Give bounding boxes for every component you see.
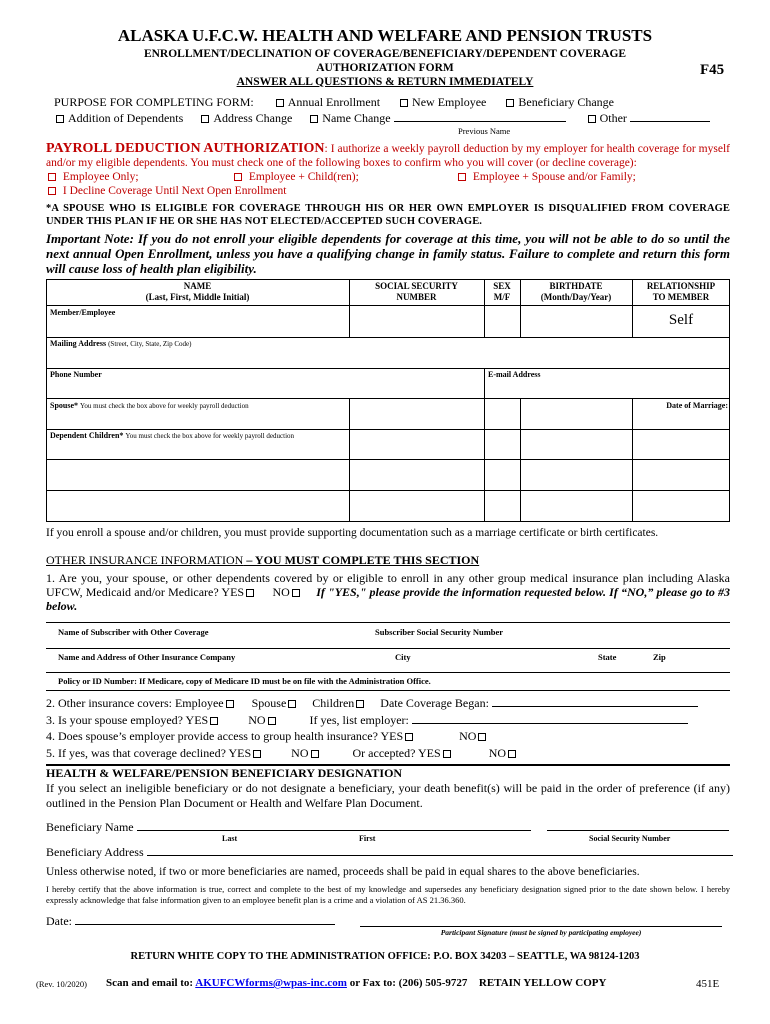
dependent-children-sub: You must check the box above for weekly payroll deduction xyxy=(125,432,295,440)
col-name-sub: (Last, First, Middle Initial) xyxy=(145,292,250,302)
equal-shares-note: Unless otherwise noted, if two or more beneficiaries are named, proceeds shall be paid in equal shares to the above beneficiaries. xyxy=(46,866,640,878)
spouse-sub: You must check the box above for weekly payroll deduction xyxy=(80,402,249,410)
col-relationship-header xyxy=(632,281,730,303)
beneficiary-name-field[interactable] xyxy=(137,830,531,831)
beneficiary-address-field[interactable] xyxy=(147,855,733,856)
spouse-label: Spouse* xyxy=(50,401,79,410)
new-employee-checkbox[interactable] xyxy=(400,99,408,107)
beneficiary-ssn-caption: Social Security Number xyxy=(589,834,671,843)
q3-employer-field[interactable] xyxy=(412,723,688,724)
payroll-section xyxy=(46,142,730,198)
page-code: 451E xyxy=(696,978,720,990)
q1-text xyxy=(46,571,730,613)
q2-date-field[interactable] xyxy=(492,706,698,707)
submission-line xyxy=(106,977,606,989)
form-title: ALASKA U.F.C.W. HEALTH AND WELFARE AND PENSION TRUSTS xyxy=(117,26,653,45)
col-birth-sub: (Month/Day/Year) xyxy=(540,292,612,302)
relationship-self: Self xyxy=(668,312,694,328)
subtitle-line-1: ENROLLMENT/DECLINATION OF COVERAGE/BENEFICIARY/DEPENDENT COVERAGE xyxy=(143,48,627,60)
q5-accepted-label: Or accepted? YES xyxy=(352,745,441,760)
previous-name-field[interactable] xyxy=(394,121,566,122)
q5-no2-label: NO xyxy=(488,745,507,760)
beneficiary-text: If you select an ineligible beneficiary or do not designate a beneficiary, your death benefit(s) will be paid in the order of preference (if any) outlined in the Pension Plan Document or Health and Welfare Plan Document. xyxy=(46,781,730,810)
email-address-label: E-mail Address xyxy=(488,370,541,379)
documentation-note: If you enroll a spouse and/or children, you must provide supporting documentation such as a marriage certificate or birth certificates. xyxy=(46,527,659,539)
address-change-checkbox[interactable] xyxy=(201,115,209,123)
beneficiary-name-row xyxy=(46,820,729,835)
other-label: Other xyxy=(599,111,627,125)
col-rel-sub: TO MEMBER xyxy=(652,292,710,302)
state-label: State xyxy=(598,652,617,662)
q2-spouse-checkbox[interactable] xyxy=(288,700,296,708)
name-change-checkbox[interactable] xyxy=(310,115,318,123)
q3-text: 3. Is your spouse employed? YES xyxy=(46,712,209,727)
q1-question: 1. Are you, your spouse, or other dependents covered by or eligible to enroll in any other group medical insurance plan including Alaska UFCW, Medicaid and/or Medicare? YES xyxy=(46,571,730,599)
beneficiary-change-label: Beneficiary Change xyxy=(518,95,614,109)
name-change-label: Name Change xyxy=(322,111,391,125)
fax-label: or Fax to: (206) 505-9727 xyxy=(349,977,468,989)
q3-no-label: NO xyxy=(248,712,266,727)
beneficiary-last-caption: Last xyxy=(222,834,238,843)
col-sex-header xyxy=(484,281,520,303)
date-row xyxy=(46,914,335,929)
col-ssn-sub: NUMBER xyxy=(396,292,437,302)
decline-coverage-checkbox[interactable] xyxy=(48,187,56,195)
certification-text: I hereby certify that the above information is true, correct and complete to the best of my knowledge and supersedes any beneficiary designation signed prior to the date shown below. I hereby expressly acknowledge that false information given to an employee benefit plan is a crime and a violation of AS 21.36.360. xyxy=(46,884,730,905)
q2-date-label: Date Coverage Began: xyxy=(380,696,489,710)
mailing-address-row xyxy=(50,339,191,348)
col-name-title: NAME xyxy=(183,281,212,291)
q5-text: 5. If yes, was that coverage declined? YES xyxy=(46,745,252,760)
mailing-address-sub: (Street, City, State, Zip Code) xyxy=(108,340,192,348)
scan-email-label: Scan and email to: xyxy=(106,977,194,989)
signature-line[interactable] xyxy=(360,926,722,927)
member-employee-label: Member/Employee xyxy=(50,308,116,317)
date-of-marriage-label: Date of Marriage: xyxy=(666,401,728,410)
col-ssn-title: SOCIAL SECURITY xyxy=(375,281,458,291)
subscriber-ssn-label: Subscriber Social Security Number xyxy=(375,627,504,637)
addition-dependents-label: Addition of Dependents xyxy=(68,111,184,125)
q3-no-checkbox[interactable] xyxy=(268,717,276,725)
subscriber-name-label: Name of Subscriber with Other Coverage xyxy=(58,627,209,637)
employee-children-label: Employee + Child(ren); xyxy=(248,171,359,183)
dependent-children-row xyxy=(50,431,294,440)
new-employee-label: New Employee xyxy=(412,95,487,109)
annual-enrollment-checkbox[interactable] xyxy=(276,99,284,107)
insurance-questions xyxy=(46,695,736,761)
q2-children-label: Children xyxy=(312,696,355,710)
policy-id-label: Policy or ID Number: If Medicare, copy of Medicare ID must be on file with the Administration Office. xyxy=(58,676,431,686)
other-insurance-heading-b: – YOU MUST COMPLETE THIS SECTION xyxy=(243,553,480,567)
employee-only-label: Employee Only; xyxy=(62,171,139,183)
beneficiary-change-checkbox[interactable] xyxy=(506,99,514,107)
q3-list-label: If yes, list employer: xyxy=(309,712,409,727)
purpose-label: PURPOSE FOR COMPLETING FORM: xyxy=(54,95,254,109)
retain-copy-label: RETAIN YELLOW COPY xyxy=(478,977,607,989)
beneficiary-address-row xyxy=(46,845,733,860)
q4-no-checkbox[interactable] xyxy=(478,733,486,741)
q1-no-label: NO xyxy=(272,585,290,599)
city-label: City xyxy=(395,652,411,662)
mailing-address-label: Mailing Address xyxy=(50,339,107,348)
q4-text: 4. Does spouse’s employer provide access to group health insurance? YES xyxy=(46,729,404,743)
col-birthdate-header xyxy=(520,281,632,303)
subtitle-line-3: ANSWER ALL QUESTIONS & RETURN IMMEDIATELY xyxy=(236,76,534,88)
q2-employee-checkbox[interactable] xyxy=(226,700,234,708)
purpose-section xyxy=(54,95,744,136)
revision-date: (Rev. 10/2020) xyxy=(36,979,87,989)
beneficiary-first-caption: First xyxy=(359,834,376,843)
signature-sub: (must be signed by participating employee) xyxy=(509,928,642,937)
important-note: Important Note: If you do not enroll your eligible dependents for coverage at this time, you will not be able to do so until the next annual Open Enrollment, unless you have a qualifying change in family status. Failure to complete and return this form will cause loss of health plan eligibility. xyxy=(46,231,730,276)
payroll-text: : I authorize a weekly payroll deduction by my employer for health coverage for myself and/or my eligible dependents. You must check one of the following boxes to confirm who you will cover (or decline coverage): xyxy=(46,143,730,169)
col-sex-title: SEX xyxy=(493,281,511,291)
q2-spouse-label: Spouse xyxy=(251,696,287,710)
signature-caption xyxy=(360,928,722,937)
addition-dependents-checkbox[interactable] xyxy=(56,115,64,123)
member-table xyxy=(46,279,730,522)
q2-text: 2. Other insurance covers: Employee xyxy=(46,696,224,710)
col-ssn-header xyxy=(349,281,484,303)
q5-no-checkbox[interactable] xyxy=(311,750,319,758)
q2-children-checkbox[interactable] xyxy=(356,700,364,708)
date-label: Date: xyxy=(46,914,72,928)
spouse-notice: *A SPOUSE WHO IS ELIGIBLE FOR COVERAGE THROUGH HIS OR HER OWN EMPLOYER IS DISQUALIFIED FROM COVERAGE UNDER THIS PLAN IF HE OR SHE HAS NOT ELECTED/ACCEPTED SUCH COVERAGE. xyxy=(46,203,730,227)
employee-spouse-family-label: Employee + Spouse and/or Family; xyxy=(472,171,636,183)
date-field[interactable] xyxy=(75,924,335,925)
col-name-header xyxy=(46,281,349,303)
q5-no-label: NO xyxy=(291,745,309,760)
other-field[interactable] xyxy=(630,121,710,122)
subtitle-line-2: AUTHORIZATION FORM xyxy=(316,62,454,74)
q1-yes-checkbox[interactable] xyxy=(246,589,254,597)
payroll-heading: PAYROLL DEDUCTION AUTHORIZATION xyxy=(46,141,325,156)
other-insurance-heading-a: OTHER INSURANCE INFORMATION xyxy=(46,553,244,567)
phone-number-label: Phone Number xyxy=(50,370,102,379)
q5-accepted-yes-checkbox[interactable] xyxy=(443,750,451,758)
annual-enrollment-label: Annual Enrollment xyxy=(287,95,381,109)
other-checkbox[interactable] xyxy=(588,115,596,123)
col-birth-title: BIRTHDATE xyxy=(549,281,603,291)
zip-label: Zip xyxy=(653,652,666,662)
company-name-label: Name and Address of Other Insurance Company xyxy=(58,652,236,662)
q1-no-checkbox[interactable] xyxy=(292,589,300,597)
decline-coverage-label: I Decline Coverage Until Next Open Enrollment xyxy=(62,185,287,197)
employee-only-checkbox[interactable] xyxy=(48,173,56,181)
employee-spouse-family-checkbox[interactable] xyxy=(458,173,466,181)
other-insurance-heading xyxy=(46,553,479,568)
q1-instruction: If "YES," please provide the information requested below. If “NO,” please go to #3 below. xyxy=(46,585,731,613)
spouse-row xyxy=(50,401,249,410)
submission-email-link[interactable]: AKUFCWforms@wpas-inc.com xyxy=(195,977,347,989)
beneficiary-heading: HEALTH & WELFARE/PENSION BENEFICIARY DESIGNATION xyxy=(46,766,403,780)
dependent-children-label: Dependent Children* xyxy=(50,431,124,440)
q4-no-label: NO xyxy=(459,729,477,743)
employee-children-checkbox[interactable] xyxy=(234,173,242,181)
q4-yes-checkbox[interactable] xyxy=(405,733,413,741)
q5-yes-checkbox[interactable] xyxy=(253,750,261,758)
form-subtitle xyxy=(0,47,770,89)
q5-accepted-no-checkbox[interactable] xyxy=(508,750,516,758)
beneficiary-address-label: Beneficiary Address xyxy=(46,845,144,859)
beneficiary-ssn-field[interactable] xyxy=(547,830,729,831)
previous-name-caption: Previous Name xyxy=(458,126,511,136)
q3-yes-checkbox[interactable] xyxy=(210,717,218,725)
address-change-label: Address Change xyxy=(213,111,293,125)
form-code: F45 xyxy=(700,62,725,78)
col-rel-title: RELATIONSHIP xyxy=(646,281,716,291)
beneficiary-name-label: Beneficiary Name xyxy=(46,820,134,834)
signature-label: Participant Signature xyxy=(440,928,508,937)
col-sex-sub: M/F xyxy=(493,292,511,302)
return-address: RETURN WHITE COPY TO THE ADMINISTRATION OFFICE: P.O. BOX 34203 – SEATTLE, WA 98124-1203 xyxy=(130,951,640,962)
